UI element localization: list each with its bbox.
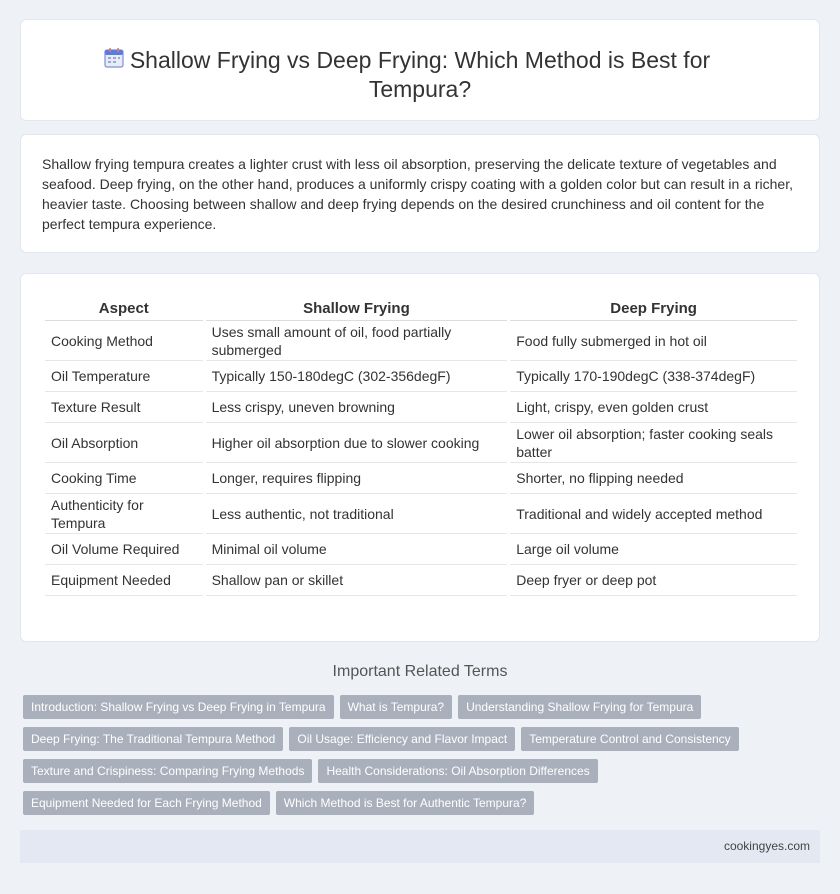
aspect-cell: Authenticity for Tempura [45,494,203,534]
table-row [45,361,797,392]
related-term-tag[interactable]: Health Considerations: Oil Absorption Differences [318,759,597,783]
related-term-tag[interactable]: Deep Frying: The Traditional Tempura Method [23,727,283,751]
aspect-cell: Oil Absorption [45,423,203,463]
related-terms-list [23,695,823,823]
shallow-cell: Longer, requires flipping [206,463,508,494]
related-term-tag[interactable]: Introduction: Shallow Frying vs Deep Frying in Tempura [23,695,334,719]
title-card [20,19,820,121]
aspect-cell: Oil Temperature [45,361,203,392]
page-title-line1: Shallow Frying vs Deep Frying: Which Method is Best for [129,47,711,73]
table-row [45,534,797,565]
table-row [45,392,797,423]
shallow-cell: Less authentic, not traditional [206,494,508,534]
deep-cell: Shorter, no flipping needed [510,463,797,494]
shallow-cell: Minimal oil volume [206,534,508,565]
header-aspect: Aspect [45,296,203,321]
related-term-tag[interactable]: Equipment Needed for Each Frying Method [23,791,270,815]
shallow-cell: Shallow pan or skillet [206,565,508,596]
deep-cell: Food fully submerged in hot oil [510,321,797,361]
table-row [45,565,797,596]
page-title [21,46,819,104]
shallow-cell: Less crispy, uneven browning [206,392,508,423]
shallow-cell: Uses small amount of oil, food partially submerged [206,321,508,361]
table-row [45,463,797,494]
shallow-cell: Higher oil absorption due to slower cooking [206,423,508,463]
related-term-tag[interactable]: Texture and Crispiness: Comparing Frying Methods [23,759,312,783]
deep-cell: Lower oil absorption; faster cooking seals batter [510,423,797,463]
table-row [45,494,797,534]
related-term-tag[interactable]: What is Tempura? [340,695,453,719]
deep-cell: Large oil volume [510,534,797,565]
header-shallow-frying: Shallow Frying [206,296,508,321]
footer [20,830,820,863]
aspect-cell: Oil Volume Required [45,534,203,565]
deep-cell: Light, crispy, even golden crust [510,392,797,423]
shallow-cell: Typically 150-180degC (302-356degF) [206,361,508,392]
table-header-row [45,296,797,321]
deep-cell: Typically 170-190degC (338-374degF) [510,361,797,392]
comparison-table [42,296,800,596]
deep-cell: Traditional and widely accepted method [510,494,797,534]
table-row [45,321,797,361]
related-term-tag[interactable]: Oil Usage: Efficiency and Flavor Impact [289,727,515,751]
related-term-tag[interactable]: Understanding Shallow Frying for Tempura [458,695,701,719]
aspect-cell: Texture Result [45,392,203,423]
comparison-card [20,273,820,642]
intro-card [20,134,820,253]
page-title-line2: Tempura? [368,76,472,102]
aspect-cell: Cooking Time [45,463,203,494]
deep-cell: Deep fryer or deep pot [510,565,797,596]
related-term-tag[interactable]: Temperature Control and Consistency [521,727,738,751]
related-term-tag[interactable]: Which Method is Best for Authentic Tempura? [276,791,535,815]
aspect-cell: Cooking Method [45,321,203,361]
header-deep-frying: Deep Frying [510,296,797,321]
table-row [45,423,797,463]
related-terms-heading: Important Related Terms [332,663,508,680]
footer-site-link[interactable]: cookingyes.com [723,839,810,853]
intro-paragraph: Shallow frying tempura creates a lighter crust with less oil absorption, preserving the delicate texture of vegetables and seafood. Deep frying, on the other hand, produces a uniformly crispy coating with a golden color but can result in a richer, heavier taste. Choosing between shallow and deep frying depends on the desired crunchiness and oil content for the perfect tempura experience. [42,156,793,232]
aspect-cell: Equipment Needed [45,565,203,596]
